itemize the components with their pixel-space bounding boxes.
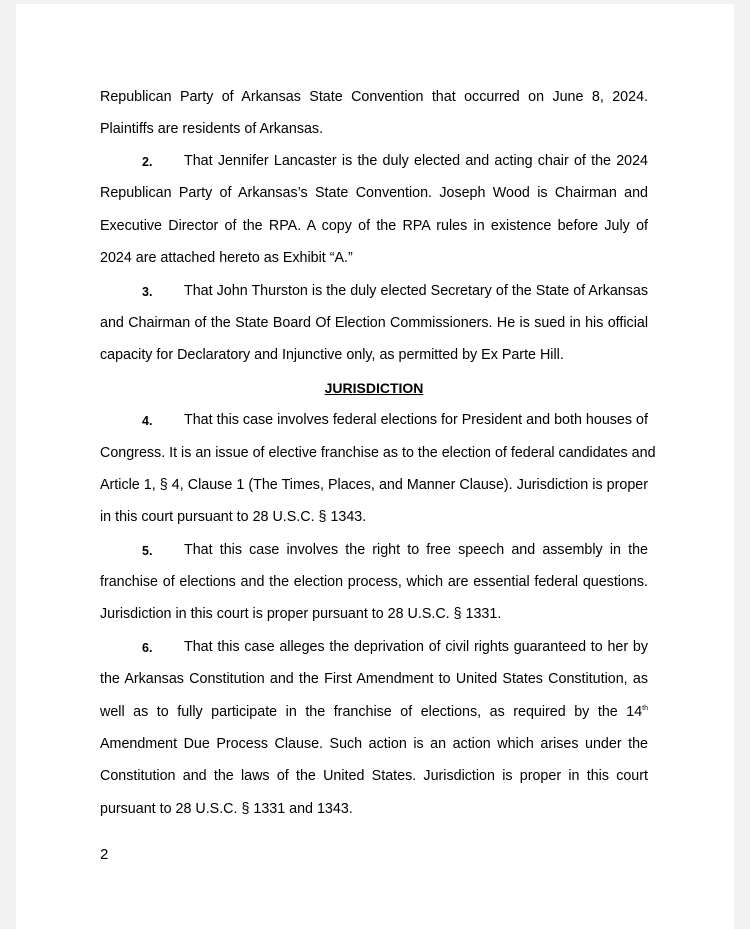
ordinal-suffix: th (642, 705, 648, 712)
p6-number: 6. (142, 641, 153, 655)
p2-line-4: 2024 are attached hereto as Exhibit “A.” (100, 250, 353, 266)
p2-line-2: Republican Party of Arkansas’s State Convention. Joseph Wood is Chairman and (100, 185, 648, 201)
page-number: 2 (100, 846, 109, 863)
p2-line-1: That Jennifer Lancaster is the duly elected and acting chair of the 2024 (184, 153, 648, 169)
p4-number: 4. (142, 414, 153, 428)
p3-line-2: and Chairman of the State Board Of Election Commissioners. He is sued in his official (100, 315, 648, 331)
p6-line-3-text: well as to fully participate in the franchise of elections, as required by the 14 (100, 704, 643, 720)
p6-line-2: the Arkansas Constitution and the First Amendment to United States Constitution, as (100, 671, 648, 687)
p5-line-2: franchise of elections and the election process, which are essential federal questions. (100, 574, 648, 590)
p6-line-1: That this case alleges the deprivation of civil rights guaranteed to her by (184, 639, 648, 655)
p6-line-5: Constitution and the laws of the United States. Jurisdiction is proper in this court (100, 768, 648, 784)
p3-line-1: That John Thurston is the duly elected Secretary of the State of Arkansas (184, 283, 648, 299)
p4-line-1: That this case involves federal elections for President and both houses of (184, 412, 648, 428)
p2-line-3: Executive Director of the RPA. A copy of the RPA rules in existence before July of (100, 218, 648, 234)
p3-number: 3. (142, 285, 153, 299)
p2-number: 2. (142, 155, 153, 169)
document-page (16, 4, 734, 929)
p3-line-3: capacity for Declaratory and Injunctive only, as permitted by Ex Parte Hill. (100, 347, 564, 363)
section-heading: JURISDICTION (324, 380, 424, 396)
p6-line-3 (100, 703, 648, 721)
p5-line-3: Jurisdiction in this court is proper pursuant to 28 U.S.C. § 1331. (100, 606, 502, 622)
p4-line-2: Congress. It is an issue of elective franchise as to the election of federal candidates and (100, 445, 656, 461)
p5-number: 5. (142, 544, 153, 558)
p1-line-2: Plaintiffs are residents of Arkansas. (100, 121, 324, 137)
p6-line-4: Amendment Due Process Clause. Such action is an action which arises under the (100, 736, 648, 752)
p6-line-6: pursuant to 28 U.S.C. § 1331 and 1343. (100, 801, 353, 817)
p5-line-1: That this case involves the right to free speech and assembly in the (184, 542, 648, 558)
p4-line-3: Article 1, § 4, Clause 1 (The Times, Places, and Manner Clause). Jurisdiction is proper (100, 477, 648, 493)
p1-line-1: Republican Party of Arkansas State Convention that occurred on June 8, 2024. (100, 89, 648, 105)
p4-line-4: in this court pursuant to 28 U.S.C. § 1343. (100, 509, 367, 525)
